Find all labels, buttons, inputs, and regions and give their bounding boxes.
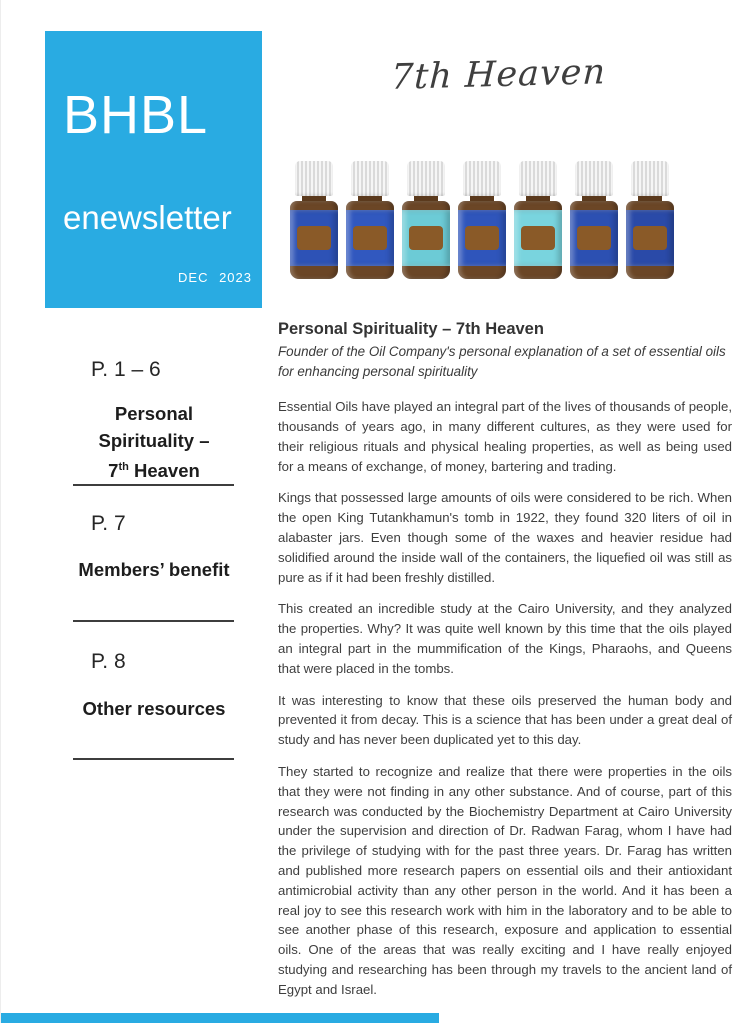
brand-title: BHBL <box>63 85 209 145</box>
oil-bottle <box>289 161 339 279</box>
toc-divider-1 <box>73 484 234 486</box>
bottle-label <box>402 210 450 266</box>
bottle-body <box>402 201 450 279</box>
bottle-cap <box>407 161 445 196</box>
bottle-label-patch <box>633 226 667 250</box>
bottle-label-patch <box>521 226 555 250</box>
bottle-label-patch <box>297 226 331 250</box>
bottle-label <box>626 210 674 266</box>
bottle-label-patch <box>465 226 499 250</box>
hero-script-title: 7th Heaven <box>390 52 607 98</box>
bottle-body <box>514 201 562 279</box>
bottle-label <box>458 210 506 266</box>
toc-title-3: Other resources <box>82 698 226 719</box>
oil-bottle <box>457 161 507 279</box>
article <box>278 320 732 1012</box>
bottle-cap <box>351 161 389 196</box>
bottle-label-patch <box>353 226 387 250</box>
toc-title-1-sup: th <box>118 461 129 473</box>
bottle-body <box>290 201 338 279</box>
bottle-body <box>346 201 394 279</box>
bottles-row <box>289 161 675 279</box>
bottle-cap <box>631 161 669 196</box>
bottle-body <box>458 201 506 279</box>
bottle-label <box>514 210 562 266</box>
oil-bottle <box>569 161 619 279</box>
oil-bottle <box>513 161 563 279</box>
article-subheading: Founder of the Oil Company's personal explanation of a set of essential oils for enhancing personal spirituality <box>278 344 726 380</box>
article-paragraph-4: It was interesting to know that these oils preserved the human body and prevented it from decay. This is a science that has been under a great deal of study and has never been duplicated yet to this day. <box>278 692 732 748</box>
bottle-label <box>346 210 394 266</box>
issue-date: DEC 2023 <box>178 270 252 285</box>
bottle-cap <box>519 161 557 196</box>
toc-divider-2 <box>73 620 234 622</box>
article-paragraph-1: Essential Oils have played an integral part of the lives of thousands of people, thousands of years ago, in many different cultures, as they were used for their religious rituals and physical healing properties, as well as being used for a means of exchange, of money, bartering and trading. <box>278 399 732 474</box>
oil-bottle <box>345 161 395 279</box>
article-paragraph-5: They started to recognize and realize that there were properties in the oils that they were not finding in any other substance. And of course, part of this research was conducted by the Biochemistry Department at Cairo University under the supervision and direction of Dr. Radwan Farag, whom I have had the privilege of studying with for the past three years. Dr. Farag has written and published more research papers on essential oils and their antioxidant antimicrobial activity than any other person in the world. And it has been a real joy to see this research work with him in the laboratory and to be able to see another phase of this research, exposure and application to essential oils. One of the areas that was really exciting and I have really enjoyed studying and researching has been through my travels to the ancient land of Egypt and Israel. <box>278 763 732 997</box>
bottle-body <box>570 201 618 279</box>
oil-bottle <box>625 161 675 279</box>
next-page-strip <box>1 1013 439 1023</box>
oil-bottle <box>401 161 451 279</box>
toc-title-2: Members’ benefit <box>78 559 230 580</box>
cover-box <box>45 31 262 308</box>
bottle-label-patch <box>577 226 611 250</box>
toc-title-1-line2-num: 7 <box>108 460 119 482</box>
bottle-cap <box>295 161 333 196</box>
toc-pages-2: P. 7 <box>91 512 126 535</box>
bottle-cap <box>463 161 501 196</box>
cover-subtitle: enewsletter <box>63 199 232 236</box>
toc-title-1-line1: Personal Spirituality – <box>98 403 210 451</box>
article-paragraph-3: This created an incredible study at the Cairo University, and they analyzed the properties. Why? It was quite well known by this time that the oils played an integral part in the mummification of the Kings, Pharaohs, and Queens that were placed in the tombs. <box>278 601 732 676</box>
bottle-label-patch <box>409 226 443 250</box>
bottle-body <box>626 201 674 279</box>
toc-title-1 <box>71 400 237 484</box>
article-heading: Personal Spirituality – 7th Heaven <box>278 320 544 338</box>
toc-pages-3: P. 8 <box>91 650 126 673</box>
bottle-label <box>570 210 618 266</box>
article-paragraph-2: Kings that possessed large amounts of oils were considered to be rich. When the open King Tutankhamun's tomb in 1922, they found 320 liters of oil in alabaster jars. Even though some of the waxes and heavier residue had solidified around the inside wall of the containers, the liquefied oil was still as pure as if it had been freshly distilled. <box>278 490 732 585</box>
toc-title-1-line2-rest: Heaven <box>128 460 200 482</box>
bottle-cap <box>575 161 613 196</box>
toc-divider-3 <box>73 758 234 760</box>
bottle-label <box>290 210 338 266</box>
toc-pages-1: P. 1 – 6 <box>91 358 161 381</box>
